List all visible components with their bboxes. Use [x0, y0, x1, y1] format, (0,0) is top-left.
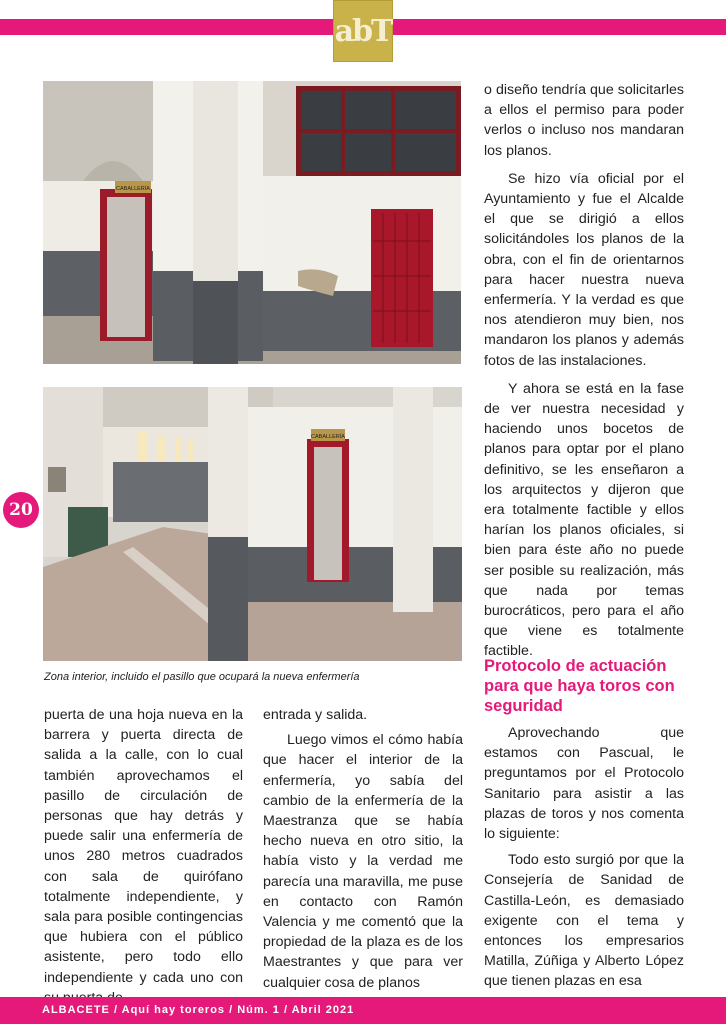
left-column — [44, 705, 243, 1008]
paragraph: puerta de una hoja nueva en la barrera y puerta directa de salida a la calle, con lo cual también aprovechamos el pasillo de circulación de personas que hay detrás y puede salir una enfermería de unos 280 metros cuadrados con sala de quirófano totalmente independiente, y sala para posible contingencias que hubiera con el público asistente, pero todo ello independiente y cada uno con — [44, 707, 243, 986]
photo-interior-doors — [43, 81, 461, 364]
right-column-bottom — [484, 723, 684, 992]
photo-corridor-illustration — [43, 387, 462, 661]
middle-column — [263, 705, 463, 993]
photo-corridor — [43, 387, 462, 661]
paragraph: o diseño tendría que solicitarles a ellos el permiso para poder verlos o incluso nos mandaran los planos. — [484, 82, 684, 159]
footer-text: ALBACETE / Aquí hay toreros / Núm. 1 / Abril 2021 — [42, 1004, 355, 1016]
magazine-logo — [333, 0, 393, 62]
paragraph: Aprovechando que estamos con Pascual, le preguntamos por el Protocolo Sanitario para asistir a las plazas de toros y nos comenta lo siguiente: — [484, 725, 684, 843]
paragraph: Luego vimos el cómo había que hacer el interior de la enfermería, yo sabía del cambio de la enfermería de la Maestranza que se había hecho nueva en otro sitio, la había visto y la verdad me parecía una maravilla, me puse en contacto con Ramón Valencia y me comentó que la propiedad de la plaza es de los Maestrantes y que para ver cualquier cosa de planos — [263, 732, 463, 991]
paragraph: entrada y salida. — [263, 707, 368, 723]
section-heading: Protocolo de actuación para que haya toros con seguridad — [484, 657, 675, 715]
paragraph: Todo esto surgió por que la Consejería de Sanidad de Castilla-León, es demasiado exigente con el tema y entonces los empresarios Matilla, Zúñiga y Alberto López que tienen plazas en esa — [484, 852, 684, 990]
page-number: 20 — [3, 492, 39, 528]
photo2-door-sign: CABALLERÍA — [311, 434, 345, 440]
paragraph: Y ahora se está en la fase de ver nuestra necesidad y haciendo unos bocetos de planos para optar por el plano definitivo, se les enseñaron a los arquitectos y dijeron que era totalmente factible y ellos harían los planos oficiales, si bien para éste año no puede ser posible su realización, más que nada por temas burocráticos, pero para el año que viene es totalmente factible. — [484, 380, 684, 660]
right-column-top — [484, 80, 684, 662]
photo-interior-doors-illustration — [43, 81, 461, 364]
logo-text: abT — [334, 13, 392, 49]
photo-caption: Zona interior, incluido el pasillo que ocupará la nueva enfermería — [44, 671, 360, 683]
paragraph: Se hizo vía oficial por el Ayuntamiento y fue el Alcalde el que se dirigió a ellos solicitándoles los planos de la obra, con el fin de orientarnos para hacer nuestra nueva enfermería. Y la verdad es que nos atendieron muy bien, nos mandaron los planos y además fotos de las instalaciones. — [484, 170, 684, 369]
photo1-door-sign: CABALLERÍA — [116, 186, 150, 192]
